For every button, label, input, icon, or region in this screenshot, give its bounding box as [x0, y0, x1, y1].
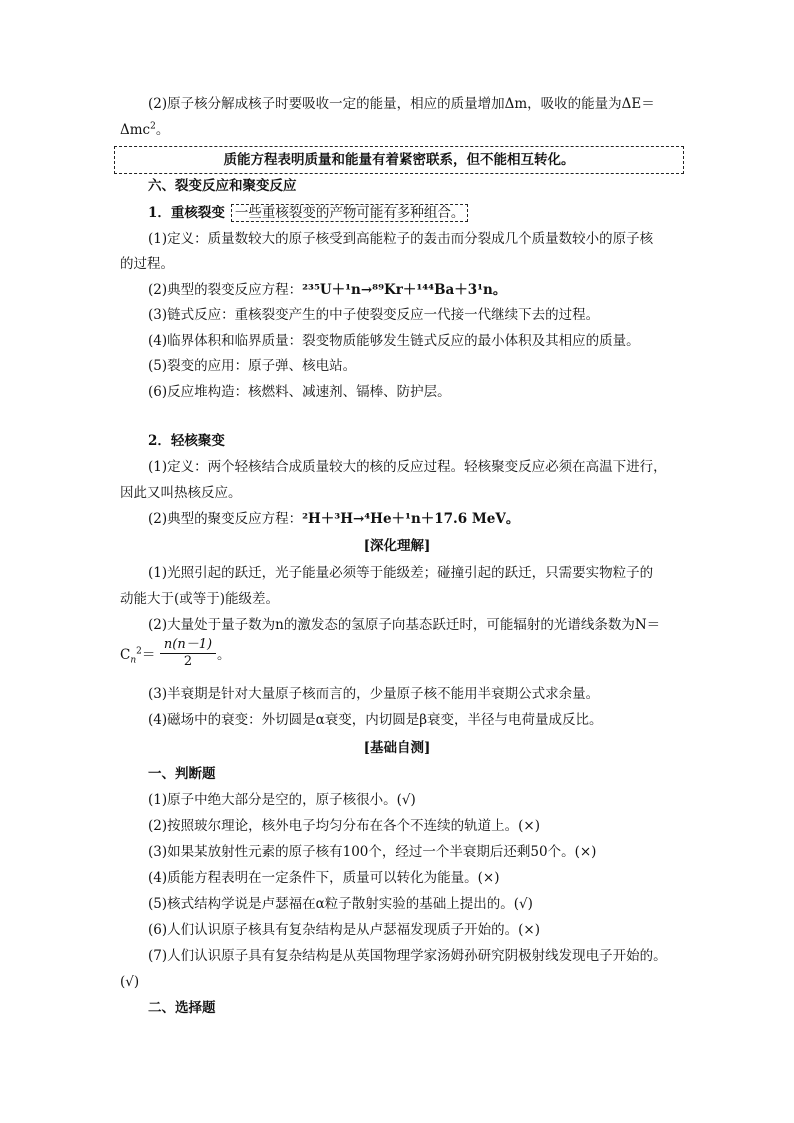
fission-definition-line1: (1)定义：质量数较大的原子核受到高能粒子的轰击而分裂成几个质量数较小的原子核 [148, 231, 654, 247]
self-test-title: [基础自测] [363, 740, 431, 756]
fission-equation-label: (2)典型的裂变反应方程： [148, 282, 303, 298]
question-5: (5)核式结构学说是卢瑟福在α粒子散射实验的基础上提出的。(√) [148, 896, 533, 912]
note-box-mass-energy [114, 146, 684, 174]
subheading-fusion: 2．轻核聚变 [148, 433, 225, 449]
question-1: (1)原子中绝大部分是空的，原子核很小。(√) [148, 792, 416, 808]
section-heading-fission-fusion: 六、裂变反应和聚变反应 [148, 178, 297, 194]
deep-item4: (4)磁场中的衰变：外切圆是α衰变，内切圆是β衰变，半径与电荷量成反比。 [148, 712, 603, 728]
question-4: (4)质能方程表明在一定条件下，质量可以转化为能量。(×) [148, 870, 500, 886]
combination-symbol: C [120, 647, 131, 663]
fusion-equation: ²H＋³H→⁴He＋¹n＋17.6 MeV。 [302, 511, 520, 527]
superscript: 2 [150, 121, 156, 132]
question-3: (3)如果某放射性元素的原子核有100个，经过一个半衰期后还剩50个。(×) [148, 844, 597, 860]
fraction-denominator: 2 [183, 654, 193, 669]
fusion-equation-row [148, 509, 519, 529]
fission-application-text: (5)裂变的应用：原子弹、核电站。 [148, 358, 357, 374]
question-2: (2)按照玻尔理论，核外电子均匀分布在各个不连续的轨道上。(×) [148, 818, 540, 834]
question-7-line1: (7)人们认识原子具有复杂结构是从英国物理学家汤姆孙研究阴极射线发现电子开始的。 [148, 948, 667, 964]
critical-mass-text: (4)临界体积和临界质量：裂变物质能够发生链式反应的最小体积及其相应的质量。 [148, 333, 640, 349]
paragraph-mass-increase-line2 [120, 120, 169, 140]
equals-sign: ＝ [141, 647, 156, 663]
deep-item2-formula-prefix [120, 645, 155, 665]
question-7-line2: (√) [120, 974, 140, 990]
superscript-2: 2 [136, 646, 142, 657]
formula-delta-mc: Δmc [120, 122, 151, 138]
deep-item3: (3)半衰期是针对大量原子核而言的，少量原子核不能用半衰期公式求余量。 [148, 686, 600, 702]
fusion-definition-line2: 因此又叫热核反应。 [120, 485, 242, 501]
fraction-period: 。 [217, 647, 231, 663]
fraction-numerator: n(n－1) [160, 637, 216, 654]
multiple-choice-heading: 二、选择题 [148, 1000, 216, 1016]
paragraph-mass-increase-line1: (2)原子核分解成核子时要吸收一定的能量，相应的质量增加Δm，吸收的能量为ΔE＝ [148, 96, 655, 112]
deep-item1-line2: 动能大于(或等于)能级差。 [120, 591, 280, 607]
deep-understanding-title: [深化理解] [363, 538, 431, 554]
question-6: (6)人们认识原子核具有复杂结构是从卢瑟福发现质子开始的。(×) [148, 922, 540, 938]
deep-item1-line1: (1)光照引起的跃迁，光子能量必须等于能级差；碰撞引起的跃迁，只需要实物粒子的 [148, 565, 654, 581]
fusion-equation-label: (2)典型的聚变反应方程： [148, 511, 303, 527]
punctuation: 。 [155, 122, 170, 138]
subheading-fission: 1．重核裂变 [148, 205, 225, 221]
fission-equation: ²³⁵U＋¹n→⁸⁹Kr＋¹⁴⁴Ba＋3¹n。 [302, 282, 507, 298]
chain-reaction-text: (3)链式反应：重核裂变产生的中子使裂变反应一代接一代继续下去的过程。 [148, 307, 600, 323]
subscript-n: n [130, 655, 137, 666]
reactor-structure-text: (6)反应堆构造：核燃料、减速剂、镉棒、防护层。 [148, 384, 451, 400]
fission-equation-row [148, 280, 506, 300]
note-box-fission-products: 一些重核裂变的产物可能有多种组合。 [231, 204, 469, 222]
fission-definition-line2: 的过程。 [120, 256, 174, 272]
true-false-heading: 一、判断题 [148, 766, 216, 782]
fusion-definition-line1: (1)定义：两个轻核结合成质量较大的核的反应过程。轻核聚变反应必须在高温下进行， [148, 459, 667, 475]
fraction-n-n-minus-1-over-2 [160, 637, 216, 670]
deep-item2-line1: (2)大量处于量子数为n的激发态的氢原子向基态跃迁时，可能辐射的光谱线条数为N＝ [148, 617, 661, 633]
note-text-mass-energy: 质能方程表明质量和能量有着紧密联系，但不能相互转化。 [223, 152, 575, 168]
subheading-fission-row [148, 203, 468, 223]
